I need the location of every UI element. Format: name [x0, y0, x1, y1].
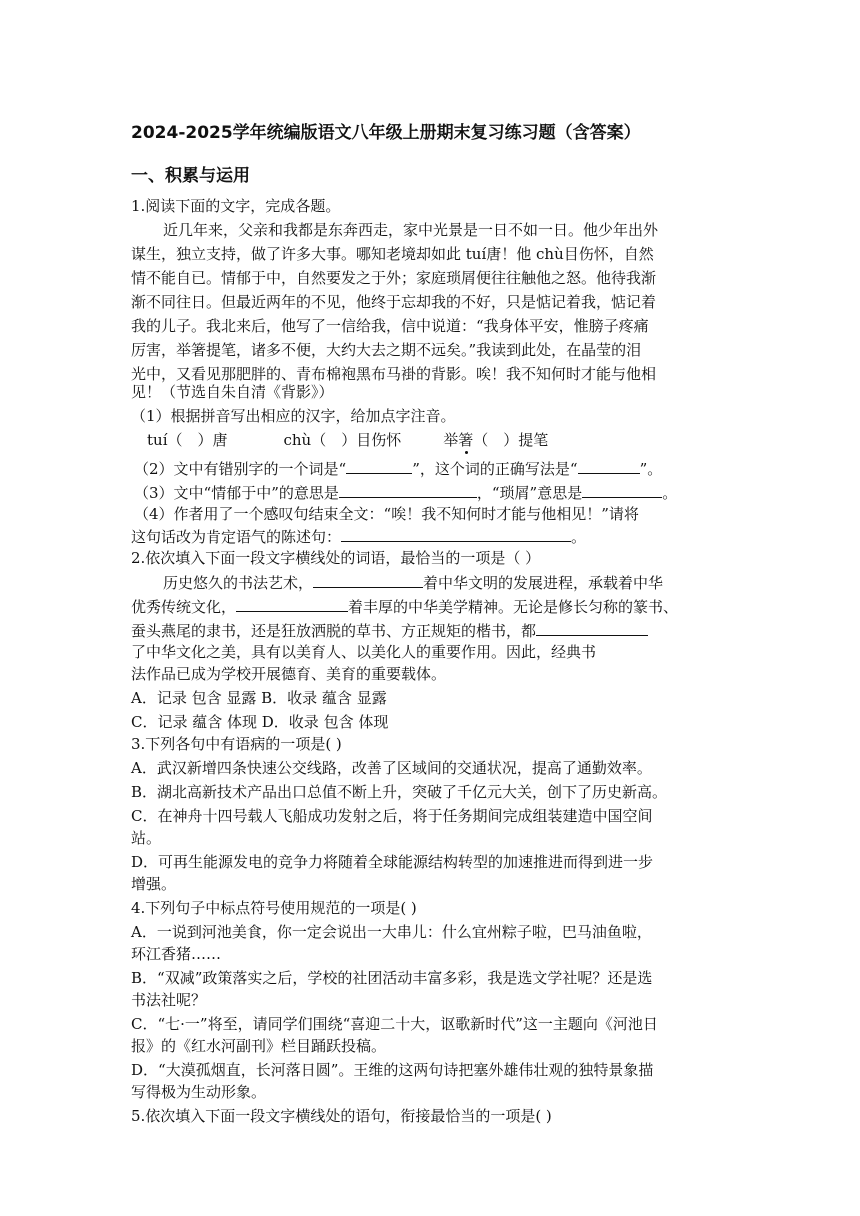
- q4-option-d: 写得极为生动形象。: [131, 1083, 267, 1101]
- q1-sub2-text: ”，这个词的正确写法是“: [412, 460, 578, 478]
- q1-sub4: （4）作者用了一个感叹句结束全文：“唉！我不知何时才能与他相见！”请将: [134, 505, 639, 523]
- phrase-part: 举: [443, 431, 459, 449]
- q4-option-a: A．一说到河池美食，你一定会说出一大串儿：什么宜州粽子啦，巴马油鱼啦，: [131, 923, 652, 941]
- answer-blank[interactable]: [236, 596, 348, 612]
- q3-option-a: A．武汉新增四条快速公交线路，改善了区域间的交通状况，提高了通勤效率。: [131, 759, 652, 777]
- q5-stem: 5.依次填入下面一段文字横线处的语句，衔接最恰当的一项是( ): [131, 1107, 552, 1125]
- q4-option-b: B．“双减”政策落实之后，学校的社团活动丰富多彩，我是选文学社呢？还是选: [131, 969, 653, 987]
- q2-text: 蚕头燕尾的隶书，还是狂放洒脱的草书、方正规矩的楷书，都: [131, 622, 537, 640]
- q4-option-b: 书法社呢？: [131, 991, 207, 1009]
- answer-blank[interactable]: [339, 482, 477, 498]
- answer-blank[interactable]: [341, 526, 571, 542]
- q2-text: 着中华文明的发展进程，承载着中华: [423, 574, 664, 592]
- q2-text: 优秀传统文化，: [131, 598, 237, 616]
- answer-blank[interactable]: [536, 620, 648, 636]
- q4-option-a: 环江香猪……: [131, 945, 222, 963]
- q3-option-b: B．湖北高新技术产品出口总值不断上升，突破了千亿元大关，创下了历史新高。: [131, 783, 668, 801]
- q1-passage-line: 见！（节选自朱自清《背影》）: [131, 383, 334, 401]
- q1-sub3-text: 。: [662, 484, 678, 502]
- document-title: 2024-2025学年统编版语文八年级上册期末复习练习题（含答案）: [131, 123, 641, 143]
- q2-options: C．记录 蕴含 体现 D．收录 包含 体现: [131, 713, 389, 731]
- q4-option-c: C．“七·一”将至，请同学们围绕“喜迎二十大，讴歌新时代”这一主题向《河池日: [131, 1015, 658, 1033]
- q4-option-d: D．“大漠孤烟直，长河落日圆”。王维的这两句诗把塞外雄伟壮观的独特景象描: [131, 1061, 654, 1079]
- q1-sub4-cont: [131, 526, 586, 547]
- q1-passage-line: 厉害，举箸提笔，诸多不便，大约大去之期不远矣。”我读到此处，在晶莹的泪: [131, 341, 642, 359]
- q3-option-d: 增强。: [131, 875, 177, 893]
- q2-passage-line: [131, 620, 648, 641]
- q1-passage-line: 近几年来，父亲和我都是东奔西走，家中光景是一日不如一日。他少年出外: [163, 221, 659, 239]
- q1-sub2-text: ”。: [639, 460, 663, 478]
- q1-passage-line: 渐不同往日。但最近两年的不见，他终于忘却我的不好，只是惦记着我，惦记着: [131, 293, 657, 311]
- answer-blank[interactable]: [313, 572, 423, 588]
- q1-sub4-text: 这句话改为肯定语气的陈述句：: [131, 528, 342, 546]
- q2-stem: 2.依次填入下面一段文字横线处的词语，最恰当的一项是（ ）: [131, 549, 541, 567]
- q1-stem: 1.阅读下面的文字，完成各题。: [131, 197, 341, 215]
- q3-option-c: 站。: [131, 829, 162, 847]
- q1-sub4-text: 。: [571, 528, 587, 546]
- q2-text: 历史悠久的书法艺术，: [163, 574, 314, 592]
- q4-stem: 4.下列句子中标点符号使用规范的一项是( ): [131, 899, 417, 917]
- q2-passage-line: [131, 596, 678, 617]
- pinyin-item-chu: chù（ ）目伤怀: [283, 431, 402, 449]
- q1-sub2-text: （2）文中有错别字的一个词是“: [134, 460, 347, 478]
- q3-option-c: C．在神舟十四号载人飞船成功发射之后，将于任务期间完成组装建造中国空间: [131, 807, 653, 825]
- answer-blank[interactable]: [578, 458, 640, 474]
- q1-passage-line: 谋生，独立支持，做了许多大事。哪知老境却如此 tuí唐！他 chù目伤怀，自然: [131, 245, 654, 263]
- q4-option-c: 报》的《红水河副刊》栏目踊跃投稿。: [131, 1037, 387, 1055]
- q2-text: 着丰厚的中华美学精神。无论是修长匀称的篆书、: [348, 598, 679, 616]
- q1-passage-line: 我的儿子。我北来后，他写了一信给我，信中说道：“我身体平安，惟膀子疼痛: [131, 317, 649, 335]
- answer-blank[interactable]: [582, 482, 662, 498]
- q2-passage-line: 法作品已成为学校开展德育、美育的重要载体。: [131, 665, 447, 683]
- q1-sub3-text: ，“琐屑”意思是: [476, 484, 583, 502]
- q1-passage-line: 光中，又看见那肥胖的、青布棉袍黑布马褂的背影。唉！我不知何时才能与他相: [131, 365, 657, 383]
- q1-sub1: （1）根据拼音写出相应的汉字，给加点字注音。: [131, 407, 456, 425]
- q1-sub2: [134, 458, 662, 479]
- q2-options: A．记录 包含 显露 B．收录 蕴含 显露: [131, 689, 387, 707]
- q1-sub1-items: [147, 430, 548, 450]
- q1-passage-line: 情不能自已。情郁于中，自然要发之于外；家庭琐屑便往往触他之怒。他待我渐: [131, 269, 657, 287]
- phrase-part: （ ）提笔: [473, 431, 549, 449]
- answer-blank[interactable]: [346, 458, 412, 474]
- q2-passage-line: [163, 572, 663, 593]
- q2-passage-line: 了中华文化之美，具有以美育人、以美化人的重要作用。因此，经典书: [131, 643, 597, 661]
- pinyin-item-tui: tuí（ ）唐: [147, 431, 228, 449]
- q3-option-d: D．可再生能源发电的竞争力将随着全球能源结构转型的加速推进而得到进一步: [131, 853, 654, 871]
- q1-sub3: [134, 482, 677, 503]
- q1-sub3-text: （3）文中“情郁于中”的意思是: [134, 484, 339, 502]
- q3-stem: 3.下列各句中有语病的一项是( ): [131, 735, 342, 753]
- section-heading: 一、积累与运用: [131, 166, 250, 186]
- dotted-char: 箸: [458, 431, 474, 449]
